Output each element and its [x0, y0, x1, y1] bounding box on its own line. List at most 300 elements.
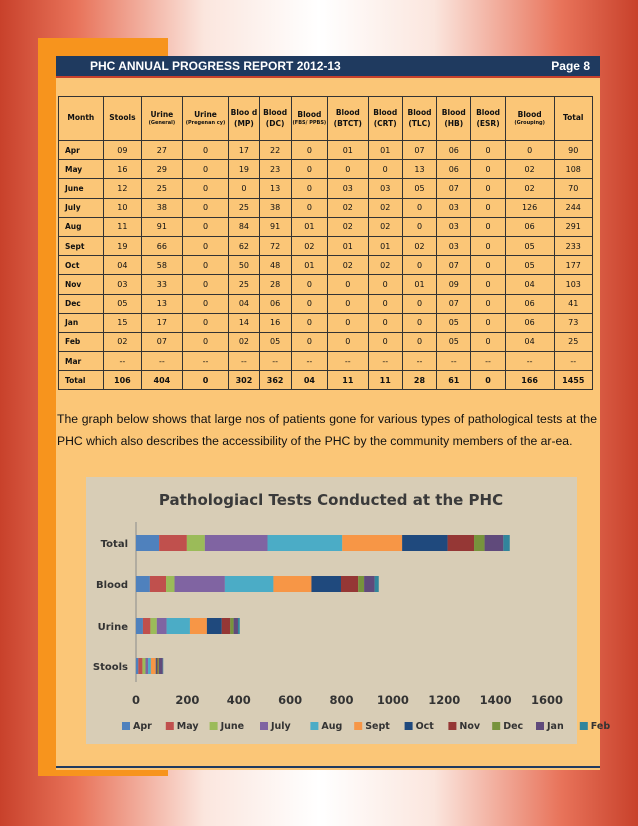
column-header-sublabel: (Grouping) — [514, 120, 545, 127]
value-cell: 25 — [554, 332, 592, 351]
bar-segment — [225, 576, 274, 592]
value-cell: 166 — [505, 371, 554, 390]
value-cell: 0 — [182, 198, 229, 217]
bar-segment — [143, 618, 150, 634]
table-row — [59, 236, 593, 255]
bar-segment — [146, 658, 149, 674]
bar-segment — [136, 658, 138, 674]
table-row — [59, 275, 593, 294]
value-cell: -- — [229, 352, 259, 371]
value-cell: 03 — [437, 217, 471, 236]
month-cell: Dec — [59, 294, 104, 313]
value-cell: 03 — [328, 179, 369, 198]
bar-segment — [342, 535, 402, 551]
value-cell: 0 — [182, 217, 229, 236]
column-header-label: Month — [67, 113, 95, 123]
value-cell: 15 — [103, 313, 141, 332]
value-cell: 0 — [182, 256, 229, 275]
column-header — [291, 97, 327, 141]
value-cell: 0 — [291, 160, 327, 179]
bar-segment — [157, 658, 158, 674]
column-header-label: Urine — [194, 110, 217, 120]
legend-swatch — [405, 722, 413, 730]
x-tick-label: 1600 — [530, 693, 564, 707]
page-number: Page 8 — [551, 59, 590, 73]
column-header — [554, 97, 592, 141]
value-cell: 0 — [291, 313, 327, 332]
column-header-sublabel: (FBS/ PPBS) — [292, 120, 327, 127]
bar-segment — [167, 618, 190, 634]
value-cell: 25 — [229, 198, 259, 217]
x-tick-label: 0 — [131, 693, 141, 707]
table-row — [59, 217, 593, 236]
column-header — [182, 97, 229, 141]
value-cell: 0 — [291, 332, 327, 351]
pathological-tests-chart — [86, 477, 611, 744]
value-cell: 0 — [471, 160, 505, 179]
column-header-label: Blood (ESR) — [476, 108, 501, 128]
value-cell: 01 — [402, 275, 436, 294]
table-row — [59, 294, 593, 313]
progress-table — [58, 96, 593, 390]
bar-segment — [150, 576, 166, 592]
value-cell: 02 — [505, 179, 554, 198]
month-cell: Jan — [59, 313, 104, 332]
value-cell: 48 — [259, 256, 291, 275]
value-cell: 0 — [471, 217, 505, 236]
column-header — [103, 97, 141, 141]
value-cell: 0 — [471, 313, 505, 332]
table-row — [59, 141, 593, 160]
value-cell: 38 — [259, 198, 291, 217]
value-cell: 05 — [402, 179, 436, 198]
value-cell: 0 — [368, 313, 402, 332]
legend-swatch — [492, 722, 500, 730]
value-cell: 302 — [229, 371, 259, 390]
value-cell: 0 — [402, 217, 436, 236]
value-cell: 22 — [259, 141, 291, 160]
value-cell: 91 — [142, 217, 183, 236]
bar-segment — [156, 658, 157, 674]
legend-label: July — [271, 721, 291, 732]
value-cell: 25 — [229, 275, 259, 294]
bar-segment — [311, 576, 341, 592]
value-cell: 0 — [182, 275, 229, 294]
legend-swatch — [536, 722, 544, 730]
total-row — [59, 371, 593, 390]
column-header — [471, 97, 505, 141]
x-tick-label: 1400 — [479, 693, 512, 707]
table-body — [59, 141, 593, 390]
value-cell: 106 — [103, 371, 141, 390]
value-cell: 12 — [103, 179, 141, 198]
value-cell: 03 — [437, 236, 471, 255]
value-cell: 0 — [182, 236, 229, 255]
value-cell: 05 — [437, 332, 471, 351]
value-cell: 0 — [291, 198, 327, 217]
value-cell: 05 — [103, 294, 141, 313]
value-cell: 0 — [505, 141, 554, 160]
value-cell: 16 — [259, 313, 291, 332]
value-cell: 11 — [103, 217, 141, 236]
value-cell: 0 — [328, 313, 369, 332]
column-header-label: Total — [563, 113, 584, 123]
column-header-label: Bloo d (MP) — [230, 108, 258, 128]
month-cell: Nov — [59, 275, 104, 294]
x-tick-label: 600 — [278, 693, 303, 707]
value-cell: 0 — [402, 294, 436, 313]
bar-segment — [136, 618, 143, 634]
bar-segment — [138, 658, 142, 674]
bar-segment — [402, 535, 447, 551]
value-cell: 17 — [142, 313, 183, 332]
category-label: Stools — [92, 662, 128, 673]
value-cell: 90 — [554, 141, 592, 160]
value-cell: 103 — [554, 275, 592, 294]
value-cell: 177 — [554, 256, 592, 275]
value-cell: 0 — [291, 179, 327, 198]
column-header-label: Blood (TLC) — [407, 108, 432, 128]
value-cell: 07 — [437, 256, 471, 275]
x-tick-label: 200 — [175, 693, 200, 707]
value-cell: 0 — [471, 294, 505, 313]
legend-swatch — [448, 722, 456, 730]
column-header — [59, 97, 104, 141]
column-header — [437, 97, 471, 141]
value-cell: 108 — [554, 160, 592, 179]
value-cell: 0 — [229, 179, 259, 198]
bar-segment — [207, 618, 222, 634]
value-cell: -- — [554, 352, 592, 371]
value-cell: 0 — [182, 160, 229, 179]
value-cell: 03 — [368, 179, 402, 198]
value-cell: 06 — [259, 294, 291, 313]
value-cell: 1455 — [554, 371, 592, 390]
value-cell: -- — [402, 352, 436, 371]
value-cell: 04 — [505, 332, 554, 351]
month-cell: Aug — [59, 217, 104, 236]
legend-swatch — [354, 722, 362, 730]
value-cell: 01 — [291, 256, 327, 275]
value-cell: 404 — [142, 371, 183, 390]
value-cell: 05 — [505, 236, 554, 255]
table-row — [59, 352, 593, 371]
bar-segment — [136, 576, 150, 592]
legend-label: Sept — [365, 721, 390, 732]
value-cell: 04 — [505, 275, 554, 294]
table-row — [59, 198, 593, 217]
value-cell: 06 — [505, 294, 554, 313]
column-header — [368, 97, 402, 141]
value-cell: 0 — [368, 294, 402, 313]
legend-swatch — [580, 722, 588, 730]
value-cell: 0 — [291, 141, 327, 160]
value-cell: 61 — [437, 371, 471, 390]
bar-segment — [503, 535, 509, 551]
report-title: PHC ANNUAL PROGRESS REPORT 2012-13 — [90, 59, 341, 73]
value-cell: 50 — [229, 256, 259, 275]
value-cell: 02 — [328, 217, 369, 236]
bar-segment — [142, 658, 145, 674]
value-cell: 362 — [259, 371, 291, 390]
description-paragraph: The graph below shows that large nos of patients gone for various types of pathological tests at the PHC which also describes the accessibility of the PHC by the community members of the ar-ea. — [57, 412, 597, 448]
value-cell: 03 — [437, 198, 471, 217]
value-cell: 02 — [229, 332, 259, 351]
column-header — [259, 97, 291, 141]
value-cell: 0 — [182, 313, 229, 332]
column-header — [142, 97, 183, 141]
column-header — [402, 97, 436, 141]
value-cell: 0 — [328, 332, 369, 351]
value-cell: 0 — [182, 141, 229, 160]
bar-segment — [268, 535, 343, 551]
column-header-label: Urine — [150, 110, 174, 120]
value-cell: 0 — [471, 275, 505, 294]
bar-segment — [159, 535, 187, 551]
value-cell: -- — [103, 352, 141, 371]
bar-segment — [175, 576, 225, 592]
value-cell: 04 — [103, 256, 141, 275]
legend-label: June — [220, 721, 245, 732]
value-cell: 0 — [368, 332, 402, 351]
value-cell: 03 — [103, 275, 141, 294]
value-cell: 233 — [554, 236, 592, 255]
value-cell: 19 — [103, 236, 141, 255]
value-cell: -- — [142, 352, 183, 371]
value-cell: 0 — [291, 294, 327, 313]
value-cell: -- — [471, 352, 505, 371]
month-cell: Feb — [59, 332, 104, 351]
value-cell: 0 — [402, 256, 436, 275]
legend-swatch — [210, 722, 218, 730]
month-cell: May — [59, 160, 104, 179]
value-cell: 07 — [402, 141, 436, 160]
value-cell: 66 — [142, 236, 183, 255]
table-row — [59, 160, 593, 179]
value-cell: 244 — [554, 198, 592, 217]
value-cell: 38 — [142, 198, 183, 217]
value-cell: -- — [259, 352, 291, 371]
bar-segment — [190, 618, 207, 634]
value-cell: 05 — [437, 313, 471, 332]
value-cell: 0 — [368, 160, 402, 179]
legend-label: Dec — [503, 721, 524, 732]
bar-segment — [238, 618, 240, 634]
value-cell: 02 — [368, 198, 402, 217]
month-cell: Oct — [59, 256, 104, 275]
bar-segment — [448, 535, 474, 551]
value-cell: 0 — [328, 275, 369, 294]
bar-segment — [159, 658, 163, 674]
chart-title: Pathologiacl Tests Conducted at the PHC — [158, 491, 504, 509]
column-header — [229, 97, 259, 141]
value-cell: 0 — [471, 332, 505, 351]
bar-segment — [151, 658, 156, 674]
bar-segment — [150, 618, 156, 634]
value-cell: 126 — [505, 198, 554, 217]
value-cell: 01 — [368, 236, 402, 255]
column-header — [328, 97, 369, 141]
value-cell: 0 — [328, 294, 369, 313]
value-cell: 14 — [229, 313, 259, 332]
column-header-label: Blood — [297, 110, 322, 120]
value-cell: 0 — [402, 313, 436, 332]
value-cell: 02 — [505, 160, 554, 179]
value-cell: 28 — [402, 371, 436, 390]
value-cell: 02 — [368, 217, 402, 236]
x-tick-label: 400 — [226, 693, 251, 707]
value-cell: 91 — [259, 217, 291, 236]
value-cell: 10 — [103, 198, 141, 217]
value-cell: 09 — [103, 141, 141, 160]
bar-segment — [273, 576, 311, 592]
value-cell: 02 — [328, 198, 369, 217]
value-cell: 0 — [328, 160, 369, 179]
value-cell: 41 — [554, 294, 592, 313]
value-cell: -- — [505, 352, 554, 371]
x-tick-label: 800 — [329, 693, 354, 707]
value-cell: 06 — [437, 141, 471, 160]
bar-segment — [136, 535, 159, 551]
value-cell: -- — [437, 352, 471, 371]
value-cell: 02 — [368, 256, 402, 275]
bar-segment — [364, 576, 375, 592]
value-cell: -- — [182, 352, 229, 371]
category-label: Urine — [97, 622, 128, 633]
bar-segment — [485, 535, 504, 551]
value-cell: 0 — [182, 179, 229, 198]
value-cell: 73 — [554, 313, 592, 332]
legend-label: Aug — [321, 721, 343, 732]
value-cell: 07 — [437, 179, 471, 198]
month-cell: Sept — [59, 236, 104, 255]
value-cell: 0 — [182, 294, 229, 313]
value-cell: 17 — [229, 141, 259, 160]
bar-segment — [358, 576, 364, 592]
legend-label: Feb — [590, 721, 611, 732]
bar-segment — [157, 618, 167, 634]
bar-segment — [166, 576, 174, 592]
table-row — [59, 332, 593, 351]
value-cell: 27 — [142, 141, 183, 160]
value-cell: 291 — [554, 217, 592, 236]
bar-segment — [222, 618, 230, 634]
legend-swatch — [166, 722, 174, 730]
column-header-label: Blood (CRT) — [373, 108, 398, 128]
legend-swatch — [310, 722, 318, 730]
value-cell: 07 — [142, 332, 183, 351]
value-cell: 05 — [259, 332, 291, 351]
value-cell: -- — [368, 352, 402, 371]
value-cell: 0 — [402, 198, 436, 217]
value-cell: 19 — [229, 160, 259, 179]
value-cell: 25 — [142, 179, 183, 198]
value-cell: -- — [328, 352, 369, 371]
column-header-sublabel: (Pregenan cy) — [185, 120, 226, 127]
value-cell: 07 — [437, 294, 471, 313]
month-cell: Mar — [59, 352, 104, 371]
category-label: Blood — [96, 580, 128, 591]
legend-label: May — [176, 721, 199, 732]
value-cell: 05 — [505, 256, 554, 275]
value-cell: 16 — [103, 160, 141, 179]
legend-label: Nov — [459, 721, 481, 732]
value-cell: -- — [291, 352, 327, 371]
bar-segment — [187, 535, 205, 551]
value-cell: 06 — [437, 160, 471, 179]
value-cell: 13 — [142, 294, 183, 313]
bar-segment — [341, 576, 358, 592]
value-cell: 04 — [291, 371, 327, 390]
legend-swatch — [122, 722, 130, 730]
table-row — [59, 179, 593, 198]
month-cell: July — [59, 198, 104, 217]
value-cell: 23 — [259, 160, 291, 179]
legend-swatch — [260, 722, 268, 730]
value-cell: 09 — [437, 275, 471, 294]
bar-segment — [205, 535, 268, 551]
value-cell: 02 — [291, 236, 327, 255]
value-cell: 02 — [402, 236, 436, 255]
value-cell: 0 — [402, 332, 436, 351]
legend-label: Oct — [415, 721, 434, 732]
value-cell: 0 — [471, 371, 505, 390]
value-cell: 62 — [229, 236, 259, 255]
column-header-label: Blood (BTCT) — [333, 108, 362, 128]
value-cell: 0 — [471, 179, 505, 198]
x-tick-label: 1000 — [376, 693, 409, 707]
value-cell: 04 — [229, 294, 259, 313]
x-tick-label: 1200 — [428, 693, 461, 707]
bar-segment — [148, 658, 151, 674]
value-cell: 0 — [291, 275, 327, 294]
table-row — [59, 313, 593, 332]
bar-segment — [234, 618, 238, 634]
month-cell: June — [59, 179, 104, 198]
value-cell: 0 — [182, 371, 229, 390]
value-cell: 70 — [554, 179, 592, 198]
bar-segment — [474, 535, 485, 551]
table-row — [59, 256, 593, 275]
value-cell: 0 — [368, 275, 402, 294]
chart-svg — [86, 477, 611, 744]
value-cell: 58 — [142, 256, 183, 275]
month-cell: Apr — [59, 141, 104, 160]
value-cell: 33 — [142, 275, 183, 294]
value-cell: 0 — [471, 256, 505, 275]
value-cell: 0 — [471, 236, 505, 255]
column-header-label: Blood — [517, 110, 542, 120]
value-cell: 28 — [259, 275, 291, 294]
column-header-sublabel: (General) — [148, 120, 176, 127]
value-cell: 29 — [142, 160, 183, 179]
value-cell: 84 — [229, 217, 259, 236]
value-cell: 13 — [402, 160, 436, 179]
bar-segment — [375, 576, 379, 592]
month-cell: Total — [59, 371, 104, 390]
bottom-rule — [56, 766, 600, 768]
value-cell: 01 — [328, 141, 369, 160]
bar-segment — [158, 658, 159, 674]
legend-label: Apr — [133, 721, 152, 732]
value-cell: 06 — [505, 217, 554, 236]
legend-label: Jan — [547, 721, 564, 732]
bar-segment — [230, 618, 233, 634]
value-cell: 02 — [328, 256, 369, 275]
column-header-label: Stools — [109, 113, 136, 123]
value-cell: 72 — [259, 236, 291, 255]
value-cell: 01 — [291, 217, 327, 236]
